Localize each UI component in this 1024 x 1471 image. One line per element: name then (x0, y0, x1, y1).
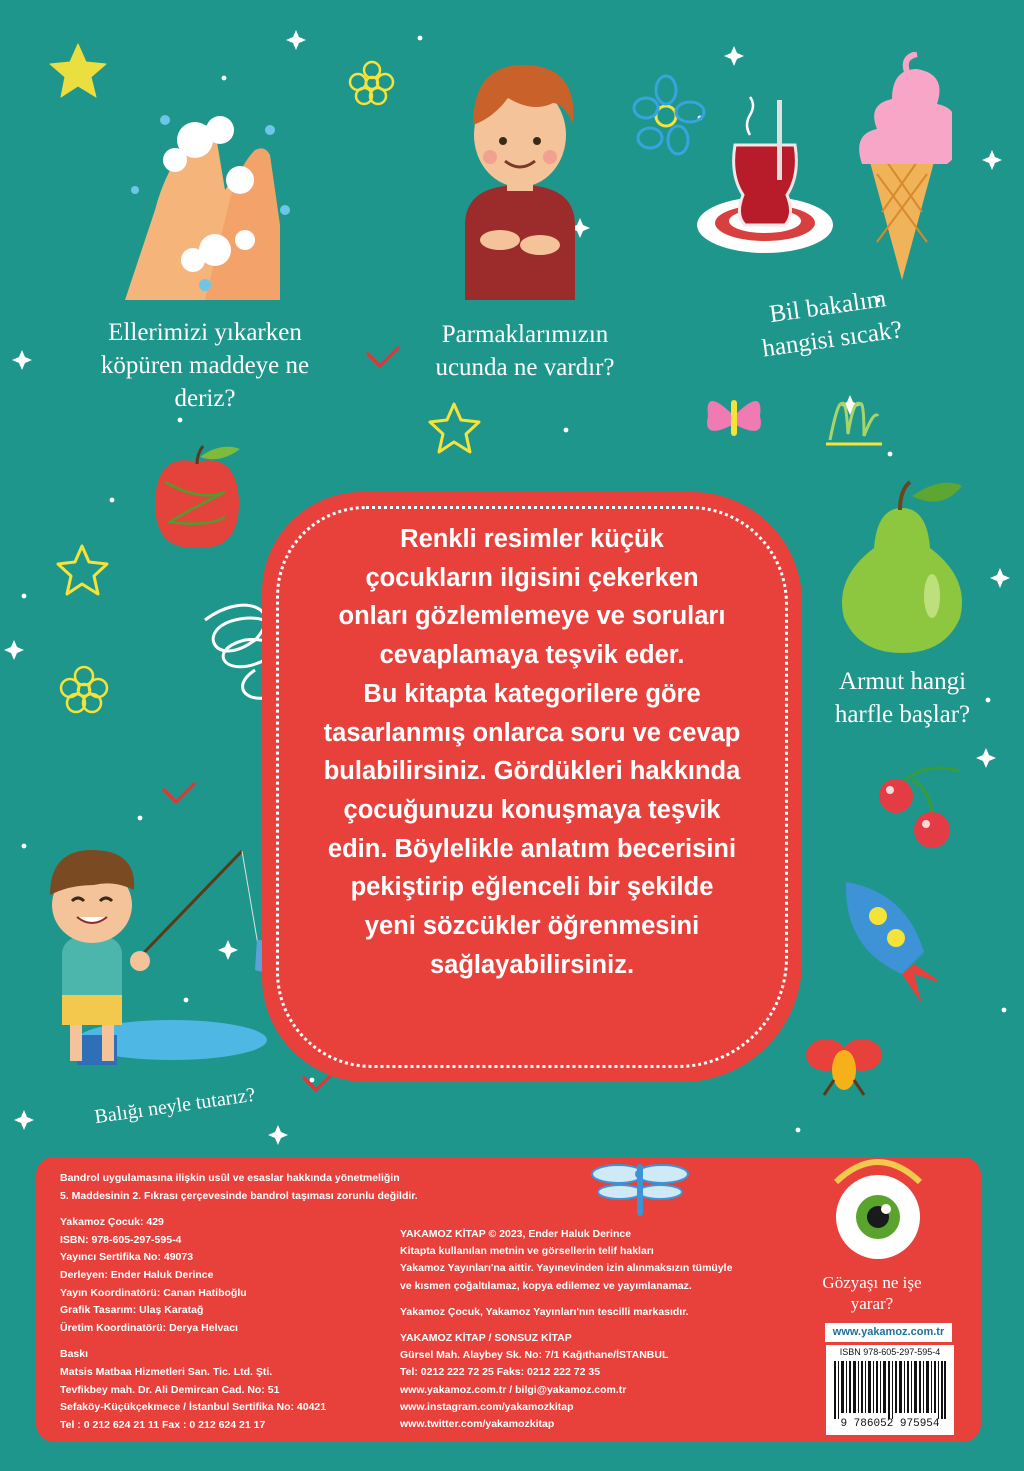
question-fingers: Parmaklarımızın ucunda ne vardır? (435, 321, 615, 381)
imprint-right-column: YAKAMOZ KİTAP © 2023, Ender Haluk Derince Kitapta kullanılan metnin ve görsellerin telif hakları Yakamoz Yayınları'na aittir. Yayınevinden izin alınmaksızın tümüyle ve kısmen çoğaltılamaz, kopya edilemez ve yayımlanamaz. Yakamoz Çocuk, Yakamoz Yayınları'nın tescilli markasıdır. YAKAMOZ KİTAP / SONSUZ KİTAP Gürsel Mah. Alaybey Sk. No: 7/1 Kağıthane/İSTANBUL Tel: 0212 222 72 25 Faks: 0212 222 72 35 www.yakamoz.com.tr / bilgi@yakamoz.com.tr www.instagram.com/yakamozkitap www.twitter.com/yakamozkitap (400, 1226, 732, 1433)
pear-icon (832, 478, 972, 653)
question-fish: Balığı neyle tutarız? (93, 1083, 257, 1129)
star-icon (430, 404, 479, 452)
email-link[interactable]: www.yakamoz.com.tr / bilgi@yakamoz.com.tr (400, 1383, 627, 1396)
grass-icon (826, 403, 882, 444)
cherries-icon (872, 766, 972, 856)
butterfly-icon (705, 388, 763, 446)
bug-icon (804, 1020, 884, 1100)
ice-cream-icon (852, 52, 952, 282)
imprint-left-column: Bandrol uygulamasına ilişkin usûl ve esaslar hakkında yönetmeliğin 5. Maddesinin 2. Fıkrası çerçevesinde bandrol taşıması zorunlu değildir. Yakamoz Çocuk: 429 ISBN: 978-605-297-595-4 Yayıncı Sertifika No: 49073 Derleyen: Ender Haluk Derince Yayın Koordinatörü: Canan Hatiboğlu Grafik Tasarım: Ulaş Karatağ Üretim Koordinatörü: Derya Helvacı Baskı Matsis Matbaa Hizmetleri San. Tic. Ltd. Şti. Tevfikbey mah. Dr. Ali Demircan Cad. No: 51 Sefaköy-Küçükçekmece / İstanbul Sertifika No: 40421 Tel : 0 212 624 21 11 Fax : 0 212 624 21 17 (60, 1172, 418, 1431)
flower-icon (61, 667, 107, 712)
flower-icon (634, 76, 704, 154)
star-icon (58, 546, 107, 594)
barcode (826, 1345, 954, 1435)
tea-glass-icon (695, 95, 835, 265)
apple-icon (150, 442, 245, 552)
question-pear: Armut hangi harfle başlar? (834, 668, 971, 728)
barcode-isbn-label: ISBN 978-605-297-595-4 (839, 1347, 941, 1357)
question-hot: Bil bakalım hangisi sıcak? (760, 285, 904, 363)
soap-hands-icon (105, 100, 305, 310)
instagram-link[interactable]: www.instagram.com/yakamozkitap (400, 1400, 574, 1413)
barcode-number: 9 786052 975954 (840, 1418, 940, 1430)
blurb-text: Renkli resimler küçük çocukların ilgisini çekerken onları gözlemlemeye ve soruları cevaplamaya teşvik eder. Bu kitapta kategorilere göre tasarlanmış onlarca soru ve cevap bulabilirsiniz. Gördükleri hakkında çocuğunuzu konuşmaya teşvik edin. Böylelikle anlatım becerisini pekiştirip eğlenceli bir şekilde yeni sözcükler öğrenmesini sağlayabilirsiniz. (323, 525, 741, 979)
dragonfly-icon (590, 1158, 690, 1218)
star-icon (50, 44, 106, 97)
website-badge[interactable]: www.yakamoz.com.tr (825, 1323, 952, 1342)
eye-icon (828, 1152, 928, 1272)
boy-icon (455, 55, 585, 305)
flower-icon (350, 62, 393, 104)
barcode-bars (834, 1361, 946, 1419)
rocket-icon (838, 878, 938, 1008)
question-tears: Gözyaşı ne işe yarar? (822, 1273, 922, 1313)
twitter-link[interactable]: www.twitter.com/yakamozkitap (400, 1418, 555, 1431)
question-soap: Ellerimizi yıkarken köpüren maddeye ne deriz? (100, 319, 310, 412)
